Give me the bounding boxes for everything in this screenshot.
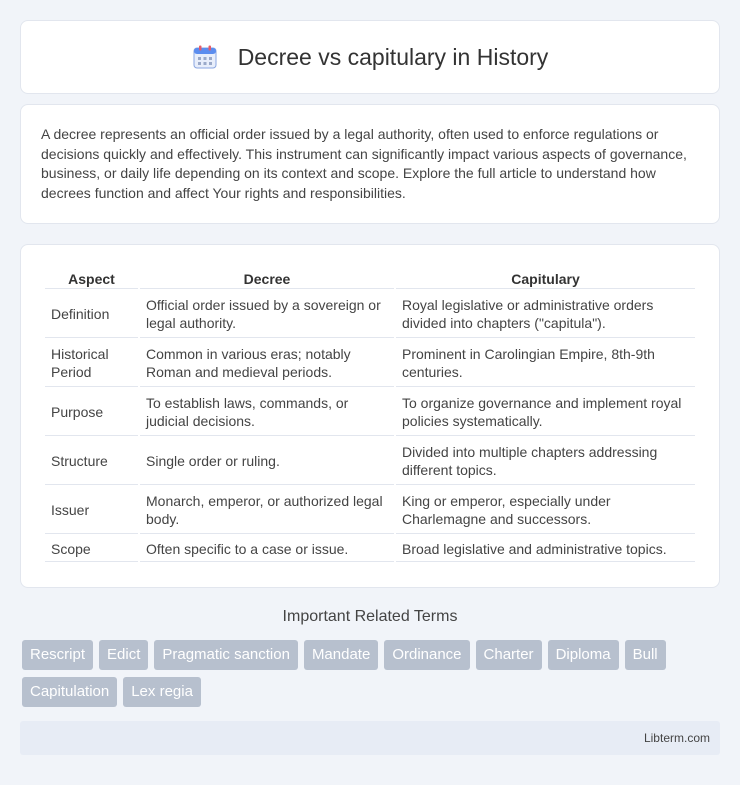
header-card [20,20,720,94]
cell-aspect: Definition [45,291,138,338]
tag-mandate[interactable]: Mandate [304,640,378,670]
comparison-table [43,265,697,564]
cell-decree: Single order or ruling. [140,438,394,485]
calendar-icon [192,44,218,70]
cell-capitulary: King or emperor, especially under Charlemagne and successors. [396,487,695,534]
tag-edict[interactable]: Edict [99,640,148,670]
footer [20,721,720,755]
cell-decree: Common in various eras; notably Roman and medieval periods. [140,340,394,387]
cell-decree: Official order issued by a sovereign or legal authority. [140,291,394,338]
cell-decree: Monarch, emperor, or authorized legal body. [140,487,394,534]
page-title: Decree vs capitulary in History [237,43,549,70]
column-header-capitulary: Capitulary [396,267,695,289]
column-header-aspect: Aspect [45,267,138,289]
table-row [45,438,695,485]
related-terms-tags [22,640,722,714]
tag-diploma[interactable]: Diploma [548,640,619,670]
table-header-row [45,267,695,289]
cell-aspect: Scope [45,536,138,562]
cell-decree: To establish laws, commands, or judicial decisions. [140,389,394,436]
comparison-table-card [20,244,720,588]
tag-lex-regia[interactable]: Lex regia [123,677,201,707]
cell-capitulary: Broad legislative and administrative topics. [396,536,695,562]
cell-capitulary: To organize governance and implement royal policies systematically. [396,389,695,436]
cell-decree: Often specific to a case or issue. [140,536,394,562]
table-row [45,389,695,436]
intro-card [20,104,720,224]
cell-aspect: Issuer [45,487,138,534]
cell-aspect: Structure [45,438,138,485]
table-row [45,487,695,534]
tag-rescript[interactable]: Rescript [22,640,93,670]
column-header-decree: Decree [140,267,394,289]
tag-pragmatic-sanction[interactable]: Pragmatic sanction [154,640,298,670]
tag-charter[interactable]: Charter [476,640,542,670]
cell-capitulary: Divided into multiple chapters addressing different topics. [396,438,695,485]
table-row [45,536,695,562]
cell-aspect: Historical Period [45,340,138,387]
footer-site-link[interactable]: Libterm.com [643,731,710,745]
tag-ordinance[interactable]: Ordinance [384,640,469,670]
tag-bull[interactable]: Bull [625,640,666,670]
related-terms-title: Important Related Terms [282,608,458,625]
cell-capitulary: Prominent in Carolingian Empire, 8th-9th centuries. [396,340,695,387]
cell-aspect: Purpose [45,389,138,436]
cell-capitulary: Royal legislative or administrative orders divided into chapters ("capitula"). [396,291,695,338]
table-row [45,291,695,338]
tag-capitulation[interactable]: Capitulation [22,677,117,707]
table-row [45,340,695,387]
intro-text: A decree represents an official order issued by a legal authority, often used to enforce regulations or decisions quickly and effectively. This instrument can significantly impact various aspects of governance, business, or daily life depending on its context and scope. Explore the full article to understand how decrees function and affect Your rights and responsibilities. [41,126,687,201]
